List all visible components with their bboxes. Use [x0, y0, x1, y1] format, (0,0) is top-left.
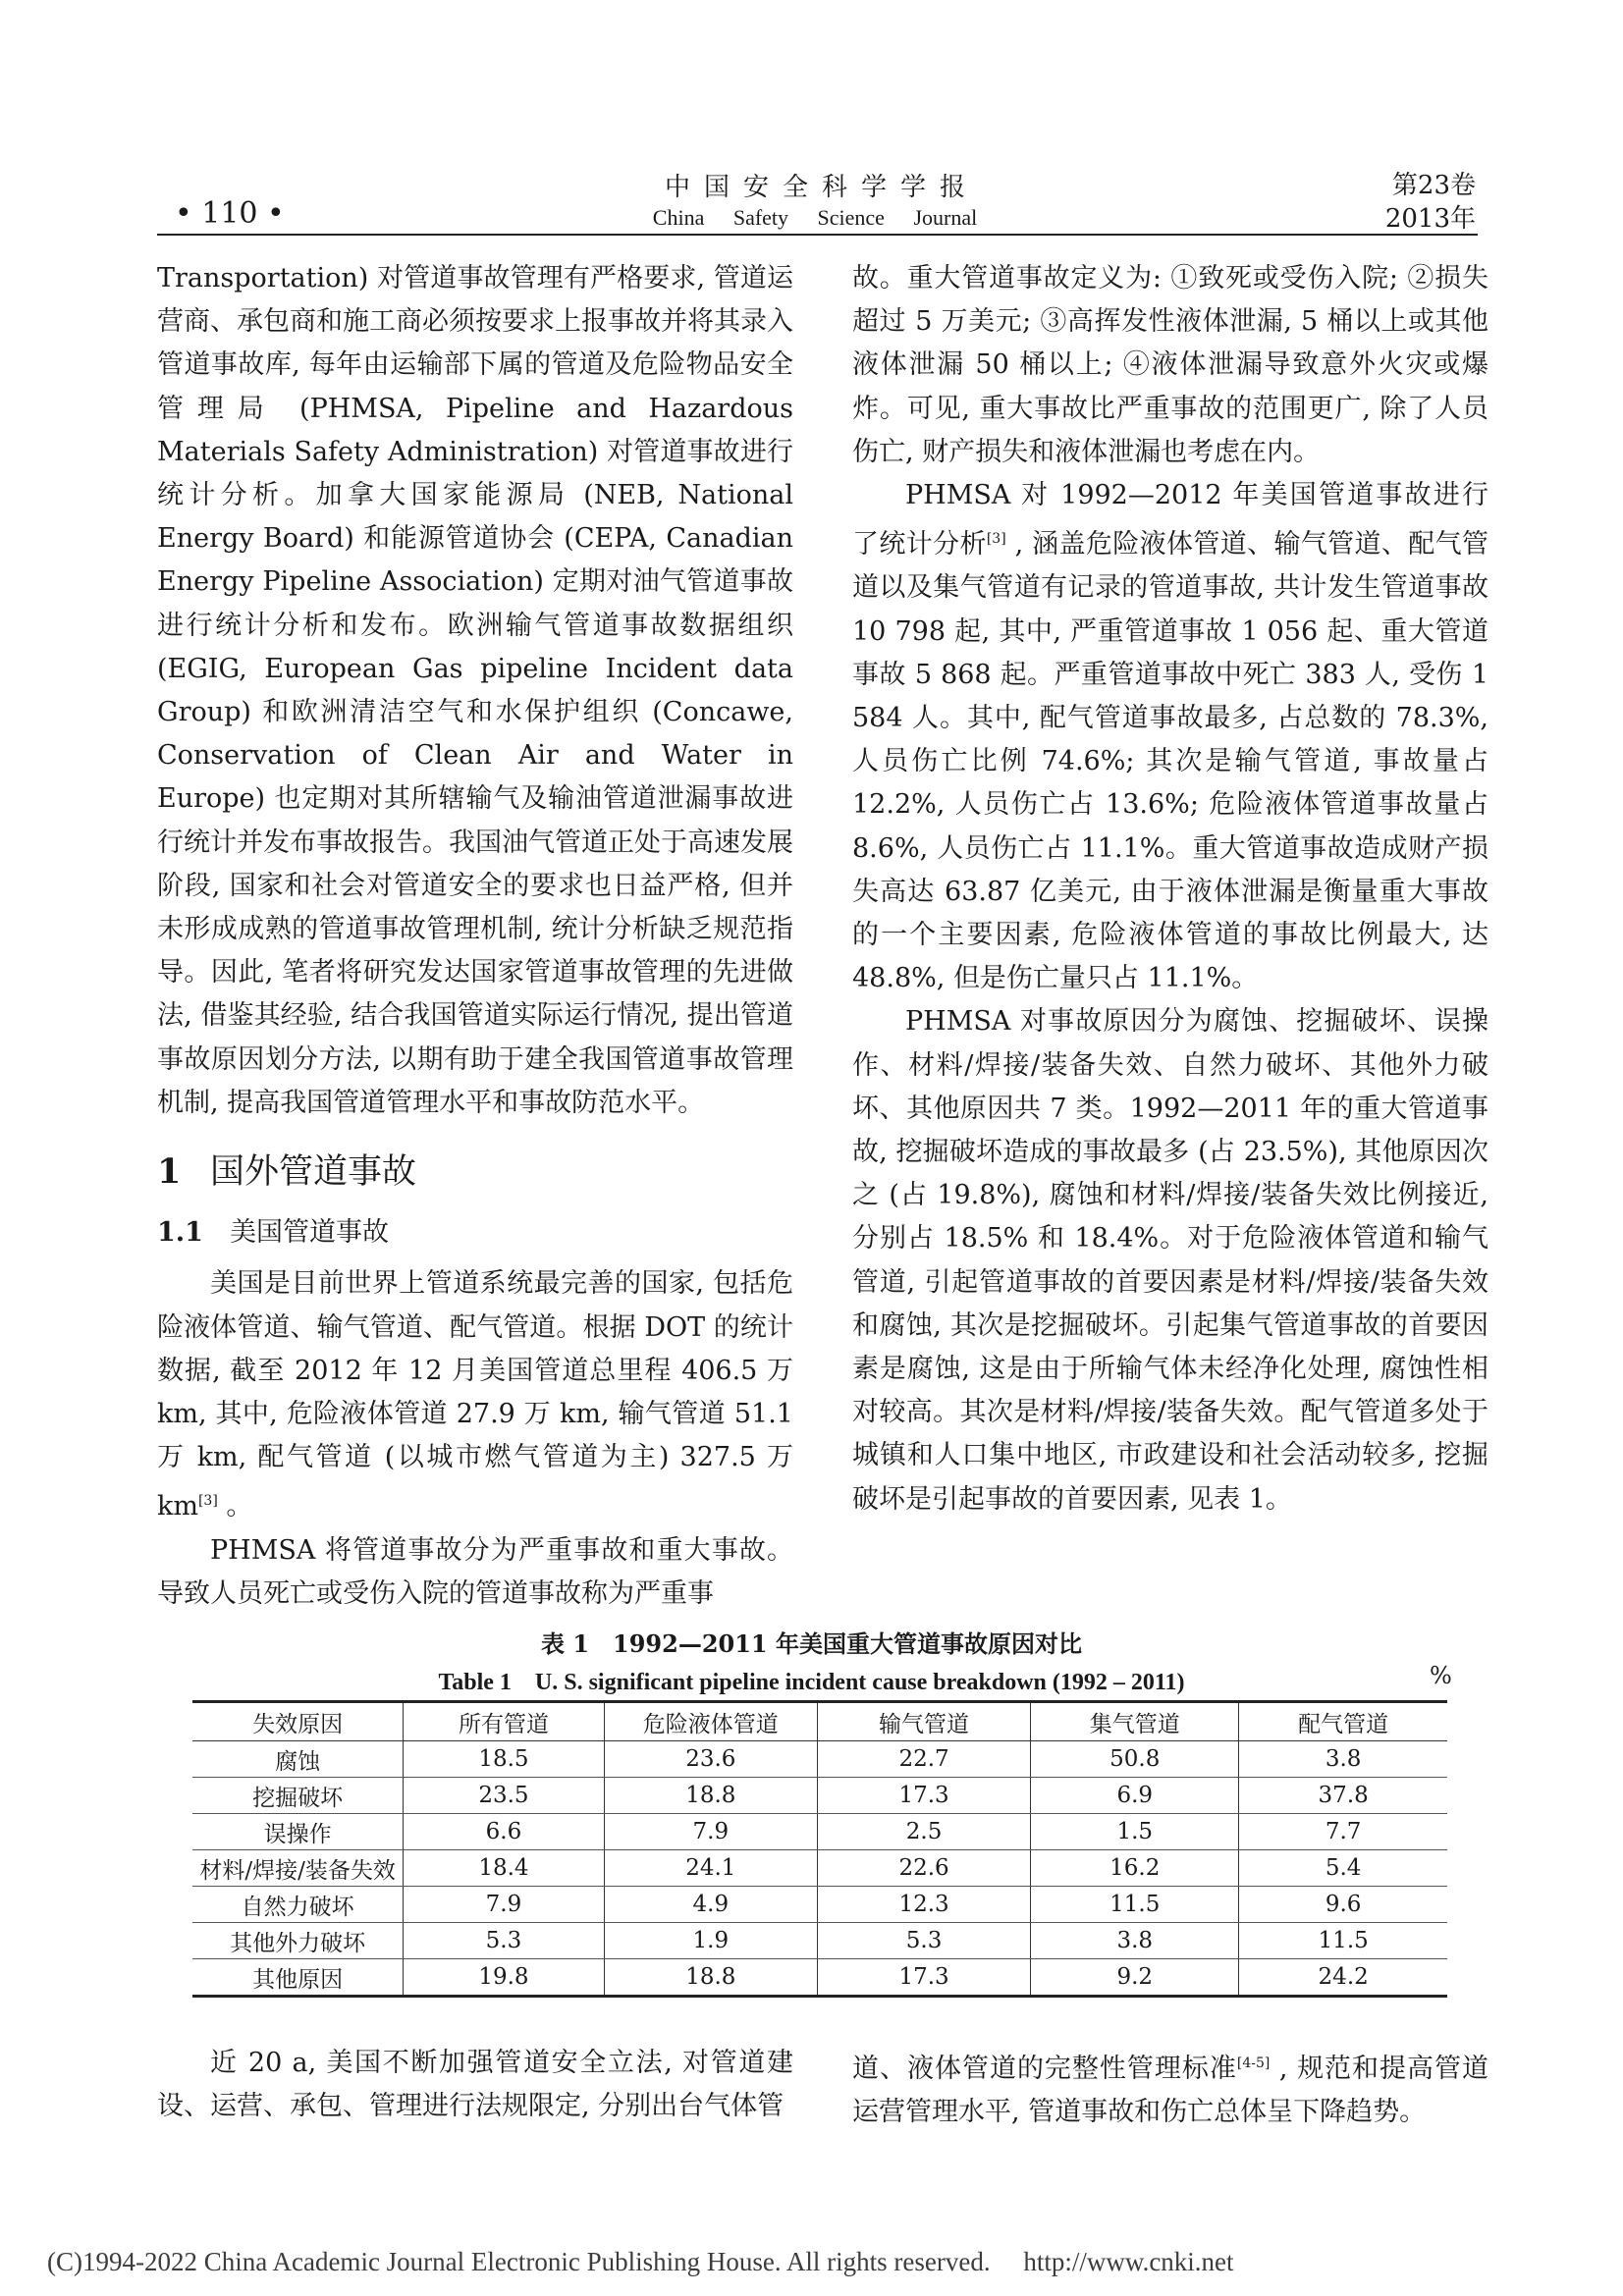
- table-cell: 19.8: [404, 1959, 604, 1997]
- table-row: [192, 1741, 1447, 1778]
- table-cell: 3.8: [1031, 1923, 1239, 1959]
- paragraph-text: PHMSA 对 1992—2012 年美国管道事故进行了统计分析: [852, 480, 1488, 561]
- table-cell: 其他原因: [192, 1959, 404, 1997]
- table-cell: 2.5: [817, 1814, 1030, 1850]
- table-unit: %: [1430, 1662, 1452, 1689]
- table-cell: 9.6: [1239, 1887, 1447, 1923]
- journal-title-en: China Safety Science Journal: [652, 205, 978, 230]
- table-cell: 18.8: [604, 1778, 817, 1814]
- subsection-heading: [157, 1211, 793, 1255]
- table-cell: 37.8: [1239, 1778, 1447, 1814]
- table-cell: 18.4: [404, 1850, 604, 1887]
- page-number: • 110 •: [175, 196, 285, 231]
- journal-title: [609, 167, 1021, 231]
- paragraph: [157, 1262, 793, 1528]
- table-cell: 7.9: [604, 1814, 817, 1850]
- subsection-title: 美国管道事故: [230, 1217, 389, 1249]
- paragraph: Transportation) 对管道事故管理有严格要求, 管道运营商、承包商和施工商必须按要求上报事故并将其录入管道事故库, 每年由运输部下属的管道及危险物品安全管理局 (PHMSA, Pipeline and Hazardous Materials Safety Administration) 对管道事故进行统计分析。加拿大国家能源局 (NEB, National Energy Board) 和能源管道协会 (CEPA, Canadian Energy Pipeline Association) 定期对油气管道事故进行统计分析和发布。欧洲输气管道事故数据组织 (EGIG, European Gas pipeline Incident data Group) 和欧洲清洁空气和水保护组织 (Concawe, Conservation of Clean Air and Water in Europe) 也定期对其所辖输气及输油管道泄漏事故进行统计并发布事故报告。我国油气管道正处于高速发展阶段, 国家和社会对管道安全的要求也日益严格, 但并未形成成熟的管道事故管理机制, 统计分析缺乏规范指导。因此, 笔者将研究发达国家管道事故管理的先进做法, 借鉴其经验, 结合我国管道实际运行情况, 提出管道事故原因划分方法, 以期有助于建全我国管道事故管理机制, 提高我国管道管理水平和事故防范水平。: [157, 263, 793, 1118]
- paragraph: [852, 474, 1488, 1000]
- bottom-left-column: [157, 2042, 793, 2128]
- table-row: [192, 1814, 1447, 1850]
- paragraph: PHMSA 将管道事故分为严重事故和重大事故。导致人员死亡或受伤入院的管道事故称为严重事: [157, 1534, 793, 1609]
- section-title: 国外管道事故: [210, 1152, 417, 1193]
- table-cell: 11.5: [1031, 1887, 1239, 1923]
- volume-info: [1385, 169, 1476, 236]
- column-header: 配气管道: [1239, 1702, 1447, 1741]
- table-cell: 23.6: [604, 1741, 817, 1778]
- table-cell: 其他外力破坏: [192, 1923, 404, 1959]
- table-cell: 18.5: [404, 1741, 604, 1778]
- volume: 第23卷: [1391, 171, 1476, 200]
- year: 2013年: [1384, 204, 1476, 234]
- table-header-row: [192, 1702, 1447, 1741]
- table-cell: 5.4: [1239, 1850, 1447, 1887]
- table-cell: 6.6: [404, 1814, 604, 1850]
- table-cell: 6.9: [1031, 1778, 1239, 1814]
- table-cell: 3.8: [1239, 1741, 1447, 1778]
- journal-title-cn: 中国安全科学学报: [664, 173, 979, 202]
- table-cell: 4.9: [604, 1887, 817, 1923]
- citation: [4-5]: [1236, 2056, 1271, 2071]
- table-cell: 腐蚀: [192, 1741, 404, 1778]
- table-cell: 22.6: [817, 1850, 1030, 1887]
- paragraph: 故。重大管道事故定义为: ①致死或受伤入院; ②损失超过 5 万美元; ③高挥发性液体泄漏, 5 桶以上或其他液体泄漏 50 桶以上; ④液体泄漏导致意外火灾或爆炸。可见, 重大事故比严重事故的范围更广, 除了人员伤亡, 财产损失和液体泄漏也考虑在内。: [852, 263, 1488, 467]
- table-cell: 误操作: [192, 1814, 404, 1850]
- table-cell: 17.3: [817, 1778, 1030, 1814]
- table-cell: 22.7: [817, 1741, 1030, 1778]
- paragraph-text: 道、液体管道的完整性管理标准: [852, 2054, 1237, 2084]
- column-header: 所有管道: [404, 1702, 604, 1741]
- table-row: [192, 1850, 1447, 1887]
- paragraph-text: , 规范和提高管道运营管理水平, 管道事故和伤亡总体呈下降趋势。: [852, 2054, 1489, 2128]
- subsection-number: 1.1: [157, 1217, 203, 1249]
- citation: [3]: [986, 531, 1006, 548]
- table-cell: 23.5: [404, 1778, 604, 1814]
- table-cell: 5.3: [817, 1923, 1030, 1959]
- paragraph: PHMSA 对事故原因分为腐蚀、挖掘破坏、误操作、材料/焊接/装备失效、自然力破坏、其他外力破坏、其他原因共 7 类。1992—2011 年的重大管道事故, 挖掘破坏造成的事故最多 (占 23.5%), 其他原因次之 (占 19.8%), 腐蚀和材料/焊接/装备失效比例接近, 分别占 18.5% 和 18.4%。对于危险液体管道和输气管道, 引起管道事故的首要因素是材料/焊接/装备失效和腐蚀, 其次是挖掘破坏。引起集气管道事故的首要因素是腐蚀, 这是由于所输气体未经净化处理, 腐蚀性相对较高。其次是材料/焊接/装备失效。配气管道多处于城镇和人口集中地区, 市政建设和社会活动较多, 挖掘破坏是引起事故的首要因素, 见表 1。: [852, 1006, 1488, 1515]
- section-heading: [157, 1150, 793, 1194]
- table-cell: 1.9: [604, 1923, 817, 1959]
- table-cell: 挖掘破坏: [192, 1778, 404, 1814]
- paragraph: 近 20 a, 美国不断加强管道安全立法, 对管道建设、运营、承包、管理进行法规限定, 分别出台气体管: [157, 2048, 793, 2122]
- table-row: [192, 1959, 1447, 1997]
- table-cell: 材料/焊接/装备失效: [192, 1850, 404, 1887]
- column-header: 输气管道: [817, 1702, 1030, 1741]
- left-column: [157, 257, 793, 1616]
- table-cell: 12.3: [817, 1887, 1030, 1923]
- column-header: 集气管道: [1031, 1702, 1239, 1741]
- paragraph: [852, 2042, 1488, 2134]
- bottom-right-column: [852, 2042, 1488, 2134]
- table-cell: 17.3: [817, 1959, 1030, 1997]
- table-cell: 9.2: [1031, 1959, 1239, 1997]
- table-cell: 24.2: [1239, 1959, 1447, 1997]
- section-number: 1: [157, 1151, 182, 1193]
- table-cell: 7.9: [404, 1887, 604, 1923]
- table-row: [192, 1923, 1447, 1959]
- header-rule: [157, 234, 1478, 236]
- table-caption-en: Table 1 U. S. significant pipeline incident cause breakdown (1992 – 2011): [438, 1670, 1185, 1695]
- table-cell: 11.5: [1239, 1923, 1447, 1959]
- table-cell: 自然力破坏: [192, 1887, 404, 1923]
- table-cell: 50.8: [1031, 1741, 1239, 1778]
- incident-cause-table: [192, 1700, 1447, 1998]
- citation: [3]: [197, 1493, 218, 1510]
- column-header: 危险液体管道: [604, 1702, 817, 1741]
- paragraph-text: 美国是目前世界上管道系统最完善的国家, 包括危险液体管道、输气管道、配气管道。根据 DOT 的统计数据, 截至 2012 年 12 月美国管道总里程 406.5 万 km, 其中, 危险液体管道 27.9 万 km, 输气管道 51.1 万 km, 配气管道 (以城市燃气管道为主) 327.5 万 km: [157, 1268, 793, 1522]
- table-caption-cn: 表 1 1992—2011 年美国重大管道事故原因对比: [540, 1629, 1082, 1658]
- paragraph-text: , 涵盖危险液体管道、输气管道、配气管道以及集气管道有记录的管道事故, 共计发生管道事故 10 798 起, 其中, 严重管道事故 1 056 起、重大管道事故 5 868 起。严重管道事故中死亡 383 人, 受伤 1 584 人。其中, 配气管道事故最多, 占总数的 78.3%, 人员伤亡比例 74.6%; 其次是输气管道, 事故量占 12.2%, 人员伤亡占 13.6%; 危险液体管道事故量占 8.6%, 人员伤亡占 11.1%。重大管道事故造成财产损失高达 63.87 亿美元, 由于液体泄漏是衡量重大事故的一个主要因素, 危险液体管道的事故比例最大, 达 48.8%, 但是伤亡量只占 11.1%。: [852, 529, 1488, 994]
- table-row: [192, 1778, 1447, 1814]
- table-cell: 1.5: [1031, 1814, 1239, 1850]
- column-header: 失效原因: [192, 1702, 404, 1741]
- table-cell: 5.3: [404, 1923, 604, 1959]
- table-cell: 18.8: [604, 1959, 817, 1997]
- table-cell: 7.7: [1239, 1814, 1447, 1850]
- copyright-footer: (C)1994-2022 China Academic Journal Electronic Publishing House. All rights reserved. http://www.cnki.net: [47, 2247, 1234, 2276]
- table-cell: 24.1: [604, 1850, 817, 1887]
- table-cell: 16.2: [1031, 1850, 1239, 1887]
- table-row: [192, 1887, 1447, 1923]
- paragraph-text: 。: [217, 1491, 253, 1522]
- right-column: [852, 257, 1488, 1522]
